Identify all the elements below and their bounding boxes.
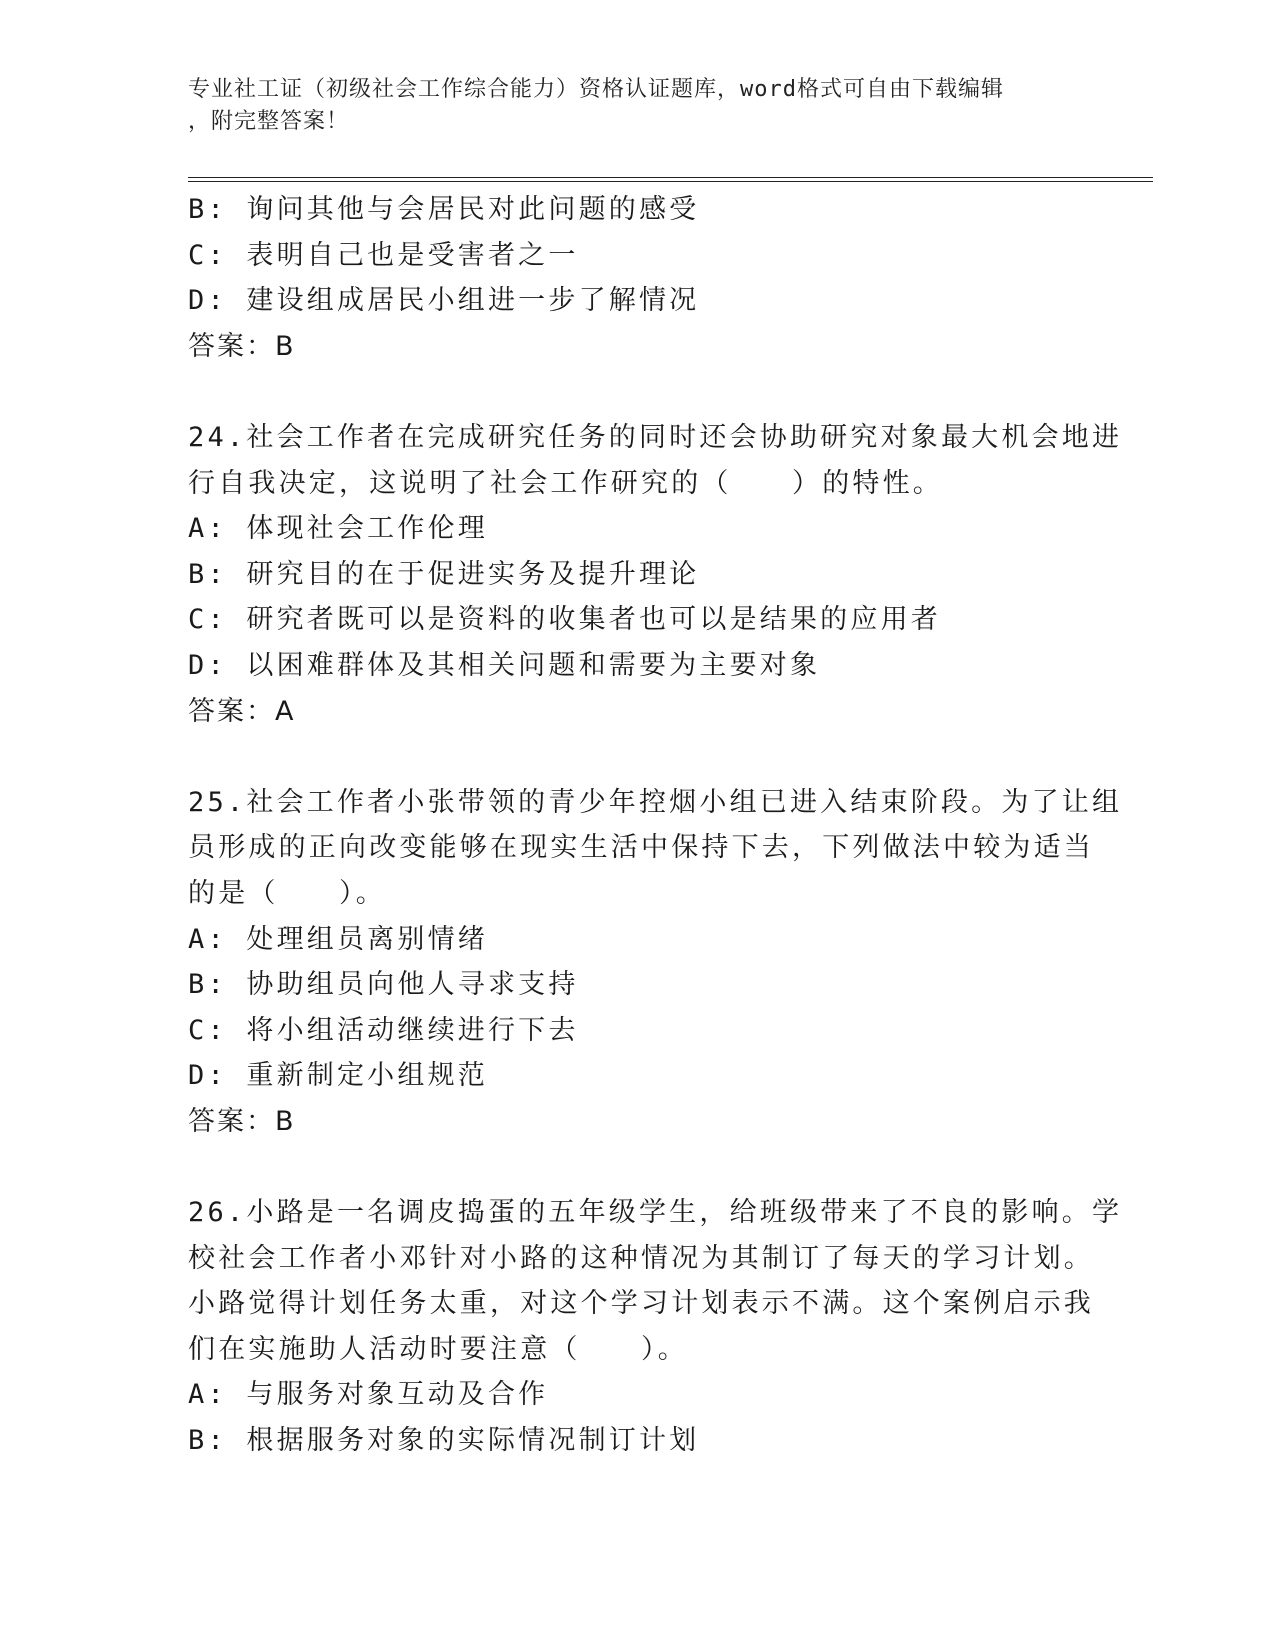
option-a: A: 与服务对象互动及合作: [188, 1379, 549, 1411]
header-line-1: 专业社工证（初级社会工作综合能力）资格认证题库，word格式可自由下载编辑: [188, 77, 1004, 102]
question-stem-line: 的是（ ）。: [188, 877, 386, 909]
document-header: [188, 74, 1068, 138]
option-a: A: 处理组员离别情绪: [188, 923, 488, 955]
question-stem-line: 校社会工作者小邓针对小路的这种情况为其制订了每天的学习计划。: [188, 1242, 1094, 1274]
option-c: C: 研究者既可以是资料的收集者也可以是结果的应用者: [188, 604, 941, 636]
option-d: D: 以困难群体及其相关问题和需要为主要对象: [188, 649, 821, 681]
question-stem-line: 26.小路是一名调皮捣蛋的五年级学生，给班级带来了不良的影响。学: [188, 1197, 1123, 1229]
question-stem-line: 行自我决定，这说明了社会工作研究的（ ）的特性。: [188, 467, 943, 499]
option-d: D: 重新制定小组规范: [188, 1060, 488, 1092]
question-list: [188, 187, 1123, 1464]
question-stem-line: 员形成的正向改变能够在现实生活中保持下去，下列做法中较为适当: [188, 832, 1094, 864]
header-rule-top: [188, 177, 1153, 178]
question-26: [188, 1190, 1123, 1464]
answer-line: 答案：B: [188, 330, 296, 362]
header-line-2: ，附完整答案！: [188, 109, 350, 134]
option-a: A: 体现社会工作伦理: [188, 513, 488, 545]
option-c: C: 将小组活动继续进行下去: [188, 1014, 579, 1046]
answer-line: 答案：B: [188, 1105, 296, 1137]
option-d: D: 建设组成居民小组进一步了解情况: [188, 285, 700, 317]
question-24: [188, 415, 1123, 734]
question-stem-line: 25.社会工作者小张带领的青少年控烟小组已进入结束阶段。为了让组: [188, 786, 1123, 818]
option-b: B: 根据服务对象的实际情况制订计划: [188, 1425, 700, 1457]
option-b: B: 询问其他与会居民对此问题的感受: [188, 194, 700, 225]
option-b: B: 协助组员向他人寻求支持: [188, 969, 579, 1001]
answer-line: 答案：A: [188, 695, 296, 727]
spacer: [188, 734, 1088, 780]
question-stem-line: 小路觉得计划任务太重，对这个学习计划表示不满。这个案例启示我: [188, 1288, 1094, 1320]
spacer: [188, 369, 1088, 415]
question-25: [188, 780, 1123, 1145]
option-c: C: 表明自己也是受害者之一: [188, 239, 579, 271]
option-b: B: 研究目的在于促进实务及提升理论: [188, 558, 700, 590]
question-stem-line: 24.社会工作者在完成研究任务的同时还会协助研究对象最大机会地进: [188, 421, 1123, 453]
spacer: [188, 1144, 1088, 1190]
question-23-continued: [188, 187, 1088, 369]
question-stem-line: 们在实施助人活动时要注意（ ）。: [188, 1333, 688, 1365]
header-rule-bottom: [188, 181, 1153, 182]
